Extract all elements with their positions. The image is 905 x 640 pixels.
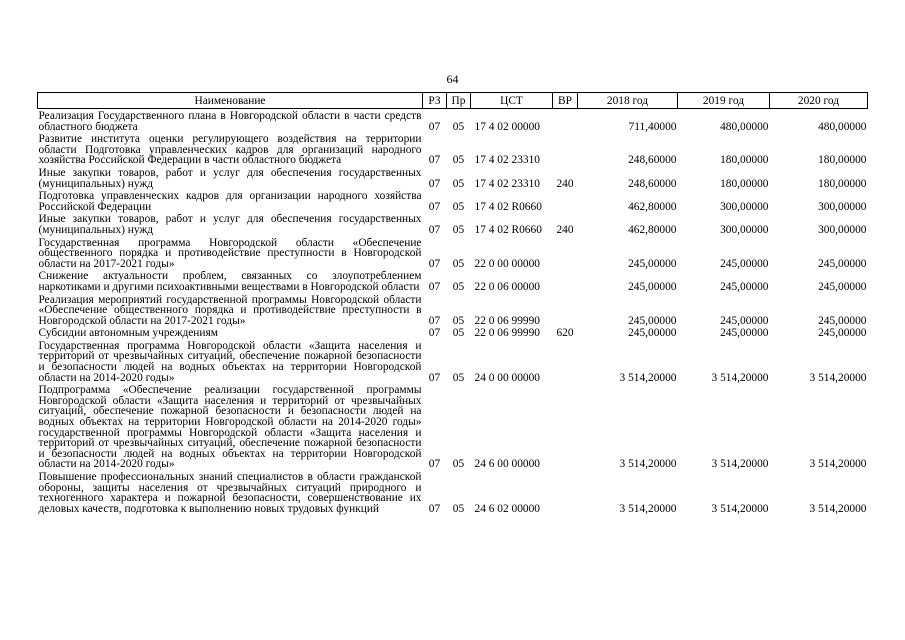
page-number: 64 — [446, 72, 459, 86]
row-vr: 620 — [556, 327, 574, 340]
row-name-text: Реализация мероприятий государственной программы Новгородской области «Обеспечение общественного порядка и противодействие преступности в Новгородской области на 2017-2021 годы» — [38, 293, 422, 327]
row-2020: 245,00000 — [818, 257, 867, 270]
row-pr: 05 — [452, 458, 465, 471]
row-2019: 180,00000 — [720, 177, 769, 190]
row-2018: 462,80000 — [628, 200, 677, 213]
row-2018: 248,60000 — [628, 177, 677, 190]
row-vr — [553, 132, 578, 166]
row-rz: 07 — [428, 177, 441, 190]
row-2020: 245,00000 — [818, 314, 867, 327]
row-2019: 3 514,20000 — [711, 502, 769, 515]
row-pr: 05 — [452, 314, 465, 327]
table-row — [38, 132, 868, 166]
table-row — [38, 470, 868, 514]
row-vr — [553, 339, 578, 383]
row-cst: 22 0 06 00000 — [474, 280, 540, 293]
row-2020: 180,00000 — [818, 154, 867, 167]
row-2019: 300,00000 — [720, 223, 769, 236]
header-name: Наименование — [38, 93, 423, 109]
row-2020: 3 514,20000 — [809, 502, 867, 515]
row-pr: 05 — [452, 371, 465, 384]
row-cst: 17 4 02 R0660 — [474, 223, 542, 236]
row-name-text: Подготовка управленческих кадров для организации народного хозяйства Российской Федерации — [38, 190, 422, 213]
header-rz: РЗ — [423, 93, 447, 109]
row-pr: 05 — [452, 120, 465, 133]
row-name-text: Государственная программа Новгородской области «Обеспечение общественного порядка и противодействие преступности в Новгородской области на 2017-2021 годы» — [38, 236, 422, 270]
row-cst: 17 4 02 00000 — [474, 120, 540, 133]
row-rz: 07 — [428, 502, 441, 515]
row-2019: 480,00000 — [720, 120, 769, 133]
row-2018: 3 514,20000 — [619, 458, 677, 471]
row-2018: 245,00000 — [628, 314, 677, 327]
row-cst: 24 6 02 00000 — [474, 502, 540, 515]
row-cst: 24 6 00 00000 — [474, 458, 540, 471]
row-rz: 07 — [428, 223, 441, 236]
row-2019: 245,00000 — [720, 257, 769, 270]
row-2019: 3 514,20000 — [711, 371, 769, 384]
row-name — [38, 339, 423, 383]
row-2019: 245,00000 — [720, 327, 769, 340]
row-2018: 462,80000 — [628, 223, 677, 236]
row-2018: 245,00000 — [628, 257, 677, 270]
row-cst: 24 0 00 00000 — [474, 371, 540, 384]
row-name — [38, 236, 423, 270]
row-cst: 17 4 02 23310 — [474, 177, 540, 190]
row-name-text: Иные закупки товаров, работ и услуг для обеспечения государственных (муниципальных) нужд — [38, 166, 422, 190]
table-body — [38, 109, 868, 515]
row-name-text: Реализация Государственного плана в Новгородской области в части средств областного бюджета — [38, 110, 422, 133]
row-name-text: Государственная программа Новгородской области «Защита населения и территорий от чрезвычайных ситуаций, обеспечение пожарной безопасности и безопасности людей на водных объектах на территории Новгородской области на 2014-2020 годы» — [38, 339, 422, 384]
row-name — [38, 269, 423, 292]
row-pr: 05 — [452, 502, 465, 515]
row-2018: 3 514,20000 — [619, 371, 677, 384]
row-2018: 3 514,20000 — [619, 502, 677, 515]
row-pr: 05 — [452, 280, 465, 293]
row-name-text: Развитие института оценки регулирующего воздействия на территории области Подготовка управленческих кадров для организаций народного хозяйства Российской Федерации в части областного бюджета — [38, 133, 422, 167]
row-vr — [553, 236, 578, 270]
row-2019: 3 514,20000 — [711, 458, 769, 471]
header-2018: 2018 год — [578, 93, 678, 109]
budget-table — [37, 92, 868, 514]
row-rz: 07 — [428, 257, 441, 270]
row-cst: 17 4 02 23310 — [474, 154, 540, 167]
row-vr: 240 — [556, 223, 574, 236]
row-pr: 05 — [452, 154, 465, 167]
row-rz: 07 — [428, 371, 441, 384]
row-name — [38, 383, 423, 470]
header-vr: ВР — [553, 93, 578, 109]
row-name-text: Иные закупки товаров, работ и услуг для обеспечения государственных (муниципальных) нужд — [38, 213, 422, 236]
row-2019: 245,00000 — [720, 314, 769, 327]
row-vr — [553, 293, 578, 327]
row-pr: 05 — [452, 200, 465, 213]
row-2020: 180,00000 — [818, 177, 867, 190]
row-name-text: Повышение профессиональных знаний специалистов в области гражданской обороны, защиты населения от чрезвычайных ситуаций природного и техногенного характера и пожарной безопасности, совершенствование их деловых качеств, подготовка к выполнению новых трудовых функций — [38, 471, 422, 515]
table-row — [38, 236, 868, 270]
table-row — [38, 383, 868, 470]
row-vr — [553, 470, 578, 514]
header-cst: ЦСТ — [471, 93, 553, 109]
row-2018: 245,00000 — [628, 280, 677, 293]
row-name — [38, 293, 423, 327]
row-2018: 248,60000 — [628, 154, 677, 167]
row-cst: 17 4 02 R0660 — [474, 200, 542, 213]
row-name — [38, 109, 423, 133]
row-name-text: Подпрограмма «Обеспечение реализации государственной программы Новгородской области «Защита населения и территорий от чрезвычайных ситуаций, обеспечение пожарной безопасности и безопасности людей на водных объектах на территории Новгородской области на 2014-2020 годы» государственной программы Новгородской области «Защита населения и территорий от чрезвычайных ситуаций, обеспечение пожарной безопасности и безопасности людей на водных объектах на территории Новгородской области на 2014-2020 годы» — [38, 384, 422, 471]
row-cst: 22 0 00 00000 — [474, 257, 540, 270]
row-2019: 245,00000 — [720, 280, 769, 293]
table-header-row — [38, 93, 868, 109]
row-vr — [553, 269, 578, 292]
table-row — [38, 269, 868, 292]
row-pr: 05 — [452, 257, 465, 270]
header-2019: 2019 год — [678, 93, 770, 109]
row-rz: 07 — [428, 327, 441, 340]
row-cst: 22 0 06 99990 — [474, 314, 540, 327]
row-pr: 05 — [452, 223, 465, 236]
row-pr: 05 — [452, 327, 465, 340]
row-rz: 07 — [428, 458, 441, 471]
row-vr — [553, 109, 578, 133]
row-rz: 07 — [428, 200, 441, 213]
row-2018: 711,40000 — [628, 120, 677, 133]
row-2020: 3 514,20000 — [809, 458, 867, 471]
row-name — [38, 132, 423, 166]
row-vr: 240 — [556, 177, 574, 190]
row-name — [38, 166, 423, 189]
table-row — [38, 109, 868, 133]
row-name-text: Субсидии автономным учреждениям — [38, 327, 218, 340]
row-name — [38, 470, 423, 514]
table-row — [38, 189, 868, 212]
row-2019: 300,00000 — [720, 200, 769, 213]
row-vr — [553, 383, 578, 470]
row-2020: 300,00000 — [818, 200, 867, 213]
row-2018: 245,00000 — [628, 327, 677, 340]
row-rz: 07 — [428, 120, 441, 133]
row-name — [38, 212, 423, 235]
row-cst: 22 0 06 99990 — [474, 327, 540, 340]
row-name — [38, 326, 423, 339]
table-row — [38, 326, 868, 339]
table-row — [38, 212, 868, 235]
row-name — [38, 189, 423, 212]
header-pr: Пр — [447, 93, 471, 109]
row-2020: 245,00000 — [818, 327, 867, 340]
row-rz: 07 — [428, 280, 441, 293]
row-vr — [553, 189, 578, 212]
row-2020: 3 514,20000 — [809, 371, 867, 384]
table-row — [38, 339, 868, 383]
table-row — [38, 166, 868, 189]
row-2020: 300,00000 — [818, 223, 867, 236]
header-2020: 2020 год — [770, 93, 868, 109]
row-2019: 180,00000 — [720, 154, 769, 167]
table-row — [38, 293, 868, 327]
row-name-text: Снижение актуальности проблем, связанных со злоупотреблением наркотиками и другими психоактивными веществами в Новгородской области — [38, 270, 422, 293]
row-2020: 480,00000 — [818, 120, 867, 133]
row-rz: 07 — [428, 314, 441, 327]
row-pr: 05 — [452, 177, 465, 190]
row-rz: 07 — [428, 154, 441, 167]
row-2020: 245,00000 — [818, 280, 867, 293]
